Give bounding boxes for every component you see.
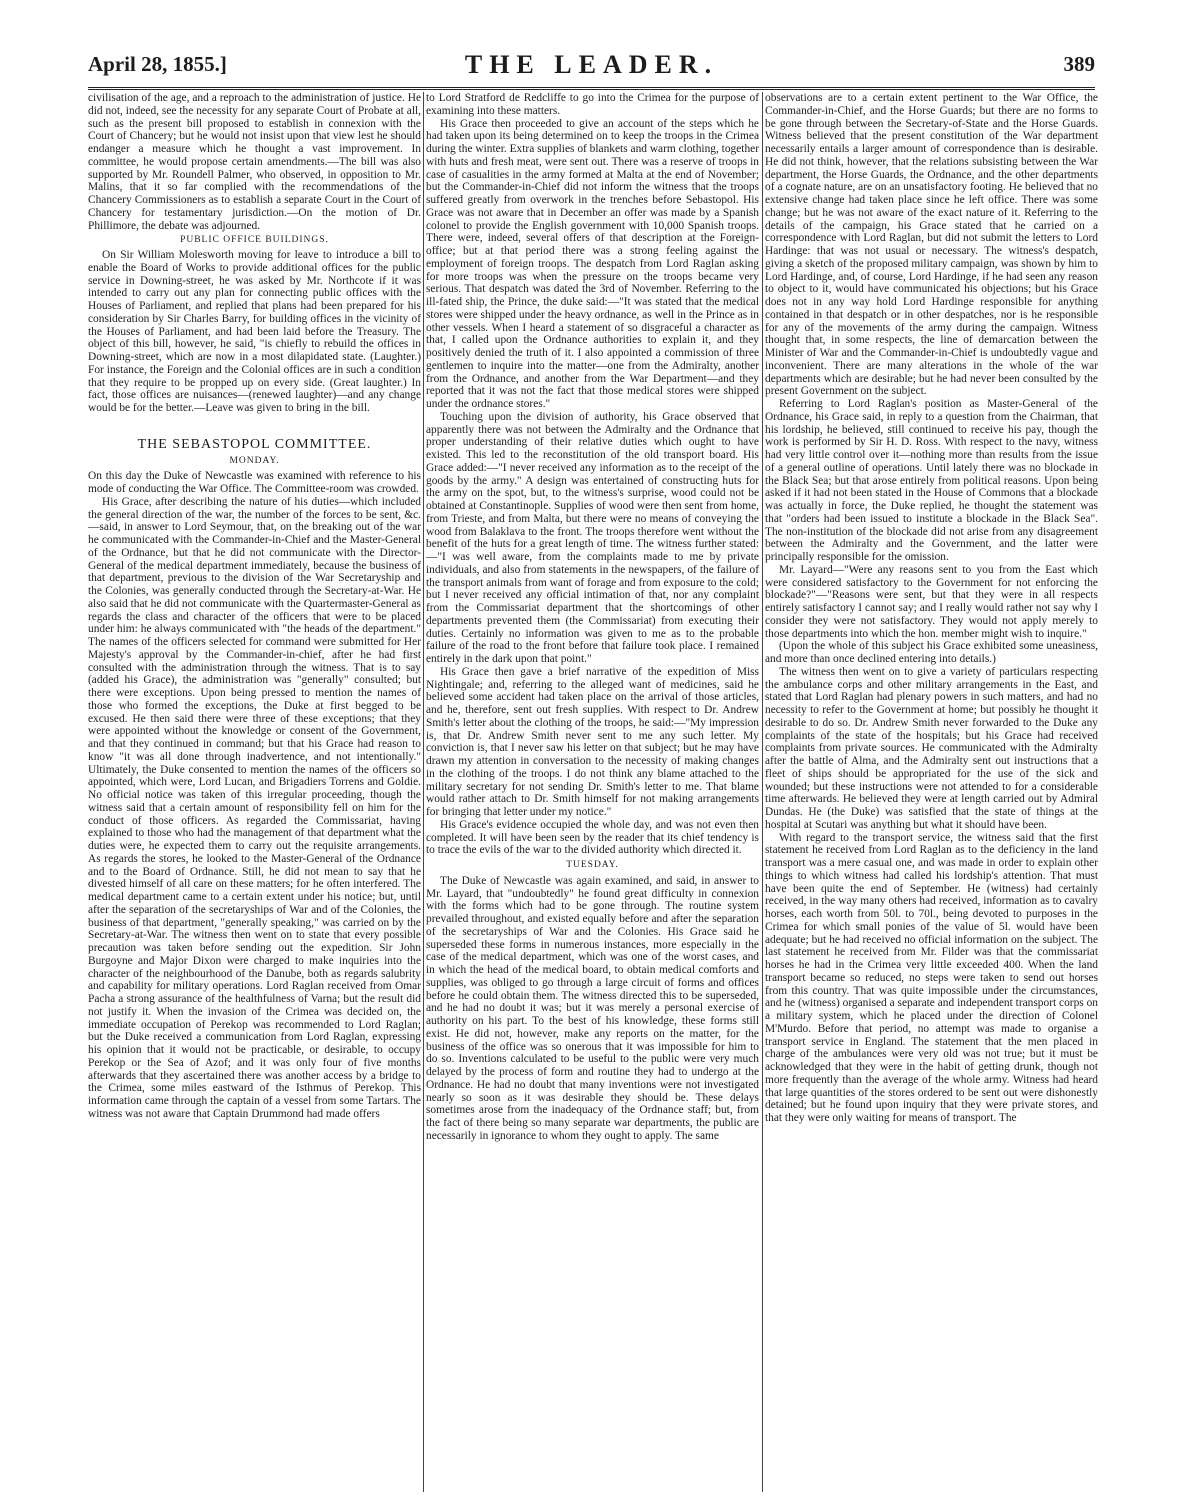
article-columns	[88, 92, 1098, 1492]
paragraph: observations are to a certain extent pertinent to the War Office, the Commander-in-Chief, and the Horse Guards; but there are no forms to be gone through between the Secretary-of-State and the Horse Guards. Witness believed that the present constitution of the War department necessarily entails a larger amount of correspondence than is desirable. He did not think, however, that the relations subsisting between the War department, the Horse Guards, the Ordnance, and the other departments of a cognate nature, are on an unsatisfactory footing. He believed that no extensive change had taken place since he left office. There was some change; but he was not aware of the exact nature of it. Referring to the details of the campaign, his Grace stated that he carried on a correspondence with Lord Raglan, but did not submit the letters to Lord Hardinge: that was not usual or necessary. The witness's despatch, giving a sketch of the proposed military campaign, was shown by him to Lord Hardinge, and, of course, Lord Hardinge, if he had seen any reason to object to it, would have communicated his objections; but his Grace does not in any way hold Lord Hardinge responsible for anything contained in that despatch or in other despatches, nor is he responsible for any of the movements of the army during the campaign. Witness thought that, in some respects, the line of demarcation between the Minister of War and the Commander-in-Chief is undoubtedly vague and inconvenient. There are many alterations in the whole of the war departments which are desirable; but he had never been consulted by the present Government on the subject.	[765, 92, 1098, 398]
masthead	[88, 50, 1095, 84]
page-number: 389	[1063, 52, 1095, 76]
paragraph: Mr. Layard—"Were any reasons sent to you from the East which were considered satisfactory to the Government for not enforcing the blockade?"—"Reasons were sent, but that they were in all respects entirely satisfactory I cannot say; and I really would rather not say why I consider they were not satisfactory. They would not apply merely to those departments into which the hon. member might wish to inquire."	[765, 563, 1098, 640]
column-3	[765, 92, 1098, 1492]
paragraph: His Grace then proceeded to give an account of the steps which he had taken upon its being determined on to keep the troops in the Crimea during the winter. Extra supplies of blankets and warm clothing, together with huts and fresh meat, were sent out. There was a reserve of troops in case of casualities in the army formed at Malta at the end of November; but the Commander-in-Chief did not inform the witness that the troops suffered greatly from overwork in the trenches before Sebastopol. His Grace was not aware that in December an offer was made by a Spanish colonel to provide the English government with 10,000 Spanish troops. There were, indeed, several offers of that description at the Foreign-office; but at that period there was a strong feeling against the employment of foreign troops. The despatch from Lord Raglan asking for more troops was when the pressure on the troops became very serious. That despatch was dated the 3rd of November. Referring to the ill-fated ship, the Prince, the duke said:—"It was stated that the medical stores were shipped under the heavy ordnance, as well in the Prince as in other vessels. When I heard a statement of so disgraceful a character as that, I called upon the Ordnance authorities to explain it, and they positively denied the truth of it. I also appointed a commission of three gentlemen to inquire into the matter—one from the Admiralty, another from the Ordnance, and another from the War Department—and they reported that it was not the fact that those medical stores were shipped under the ordnance stores."	[426, 117, 759, 410]
paragraph: Touching upon the division of authority, his Grace observed that apparently there was not between the Admiralty and the Ordnance that proper understanding of their relative duties which ought to have existed. This led to the reconstitution of the old transport board. His Grace added:—"I never received any information as to the receipt of the goods by the army." A design was entertained of constructing huts for the army on the spot, but, to the witness's surprise, wood could not be obtained at Constantinople. Supplies of wood were then sent from home, from Trieste, and from Malta, but there were no means of conveying the wood from Balaklava to the front. The troops therefore went without the benefit of the huts for a great length of time. The witness further stated:—"I was well aware, from the complaints made to me by private individuals, and also from statements in the newspapers, of the failure of the transport animals from want of forage and from exposure to the cold; but I never received any official intimation of that, nor any complaint from the Commissariat department that the shortcomings of other departments prevented them (the Commissariat) from executing their duties. Certainly no information was given to me as to the probable failure of the road to the front before that failure took place. I remained entirely in the dark upon that point."	[426, 410, 759, 665]
paragraph: On this day the Duke of Newcastle was examined with reference to his mode of conducting the War Office. The Committee-room was crowded.	[88, 470, 421, 495]
paragraph: (Upon the whole of this subject his Grace exhibited some uneasiness, and more than once declined entering into details.)	[765, 640, 1098, 665]
column-2	[426, 92, 759, 1492]
day-heading-monday: MONDAY.	[229, 455, 280, 466]
paragraph: With regard to the transport service, the witness said that the first statement he received from Lord Raglan as to the deficiency in the land transport was a mere casual one, and was made in order to explain other things to which witness had called his lordship's attention. That must have been quite the end of September. He (witness) had certainly received, in the way many others had received, information as to cavalry horses, each worth from 50l. to 70l., being devoted to purposes in the Crimea for which small ponies of the value of 5l. would have been adequate; but he had received no official information on the subject. The last statement he received from Mr. Filder was that the commissariat horses he had in the Crimea very little exceeded 400. When the land transport became so reduced, no steps were taken to send out horses from this country. That was quite impossible under the circumstances, and he (witness) organised a separate and independent transport corps on a military system, which he placed under the direction of Colonel M'Murdo. Before that period, no attempt was made to organise a transport service in England. The statement that the men placed in charge of the ambulances were very old was not true; but it must be acknowledged that they were in the habit of getting drunk, though not more frequently than the average of the whole army. Witness had heard that large quantities of the stores ordered to be sent out were dishonestly detained; but he found upon inquiry that they were private stores, and that they were only waiting for means of transport. The	[765, 831, 1098, 1124]
subheading-public-office-buildings: PUBLIC OFFICE BUILDINGS.	[180, 235, 329, 246]
column-divider	[423, 92, 424, 1492]
paragraph: On Sir William Molesworth moving for leave to introduce a bill to enable the Board of Works to provide additional offices for the public service in Downing-street, he was asked by Mr. Northcote if it was intended to carry out any plan for connecting public offices with the Houses of Parliament, and replied that plans had been prepared for his consideration by Sir Charles Barry, for building offices in the vicinity of the Houses of Parliament, and had been laid before the Treasury. The object of this bill, however, he said, "is chiefly to rebuild the offices in Downing-street, which are now in a most dilapidated state. (Laughter.) For instance, the Foreign and the Colonial offices are in such a condition that they require to be propped up on every side. (Great laughter.) In fact, those offices are nuisances—(renewed laughter)—and any change would be for the better.—Leave was given to bring in the bill.	[88, 249, 421, 414]
header-rule	[88, 87, 1095, 90]
paragraph: His Grace then gave a brief narrative of the expedition of Miss Nightingale; and, referring to the alleged want of medicines, said he believed some accident had taken place on the arrival of those articles, and he, therefore, sent out fresh supplies. With respect to Dr. Andrew Smith's letter about the clothing of the troops, he said:—"My impression is, that Dr. Andrew Smith never sent to me any such letter. My conviction is, that I never saw his letter on that subject; but he may have drawn my attention in conversation to the necessity of making changes in the clothing of the troops. I do not think any blame attached to the military secretary for not sending Dr. Smith's letter to me. That blame would rather attach to Dr. Smith himself for not making arrangements for bringing that letter under my notice."	[426, 665, 759, 818]
paragraph: The Duke of Newcastle was again examined, and said, in answer to Mr. Layard, that "undoubtedly" he found great difficulty in connexion with the forms which had to be gone through. The routine system prevailed throughout, and existed equally before and after the separation of the secretaryships of War and the Colonies. His Grace said he superseded these forms in numerous instances, more especially in the case of the medical department, which was one of the worst cases, and in which the head of the medical board, to obtain medical comforts and supplies, was obliged to go through a large circuit of forms and offices before he could obtain them. The witness directed this to be superseded, and he had no doubt it was; but it was merely a personal exercise of authority on his part. To the best of his knowledge, these forms still exist. He did not, however, make any reports on the matter, for the business of the office was so onerous that it was impossible for him to do so. Inventions calculated to be useful to the public were very much delayed by the process of form and routine they had to undergo at the Ordnance. He had no doubt that many inventions were not investigated nearly so soon as it was desirable they should be. These delays sometimes arose from the inadequacy of the Ordnance staff; but, from the fact of there being so many separate war departments, the public are necessarily in ignorance to whom they ought to apply. The same	[426, 874, 759, 1142]
column-divider	[762, 92, 763, 1492]
newspaper-title: THE LEADER.	[464, 50, 719, 79]
paragraph: civilisation of the age, and a reproach to the administration of justice. He did not, indeed, see the necessity for any separate Court of Probate at all, such as the present bill proposed to establish in connexion with the Court of Chancery; but he would not insist upon that view lest he should endanger a measure which he thought a vast improvement. In committee, he would propose certain amendments.—The bill was also supported by Mr. Roundell Palmer, who observed, in opposition to Mr. Malins, that it so far complied with the recommendations of the Chancery Commissioners as to establish a separate Court in the Court of Chancery for testamentary jurisdiction.—On the motion of Dr. Phillimore, the debate was adjourned.	[88, 92, 421, 232]
paragraph: His Grace, after describing the nature of his duties—which included the general direction of the war, the number of the forces to be sent, &c.—said, in answer to Lord Seymour, that, on the breaking out of the war he communicated with the Commander-in-Chief and the Master-General of the Ordnance, but that he did not communicate with the Director-General of the medical department immediately, because the business of that department, previous to the division of the War Secretaryship and the Colonies, was generally conducted through the Secretary-at-War. He also said that he did not communicate with the Quartermaster-General as regards the class and character of the officers that were to be placed under him: he always communicated with "the heads of the department." The names of the officers selected for command were submitted for Her Majesty's approval by the Commander-in-chief, after he had first consulted with the administration through the witness. That is to say (added his Grace), the administration was "generally" consulted; but there were exceptions. Upon being pressed to mention the names of those who formed the exceptions, the Duke at first begged to be excused. He then said there were three of these exceptions; that they were appointed without the knowledge or consent of the Government, and that they continued in command; but that his Grace had reason to know "it was all done through inadvertence, and not intentionally." Ultimately, the Duke consented to mention the names of the officers so appointed, which were, Lord Lucan, and Brigadiers Torrens and Goldie. No official notice was taken of this irregular proceeding, though the witness said that a certain amount of responsibility fell on him for the conduct of those officers. As regarded the Commissariat, having explained to those who had the management of that department what the duties were, he expected them to carry out the requisite arrangements. As regards the stores, he looked to the Master-General of the Ordnance and to the Board of Ordnance. Still, he did not mean to say that he divested himself of all care on these matters; for he often interfered. The medical department came to a certain extent under his notice; but, until after the separation of the secretaryships of War and of the Colonies, the business of that department, "generally speaking," was carried on by the Secretary-at-War. The witness then went on to state that every possible precaution was taken before sending out the expedition. Sir John Burgoyne and Major Dixon were charged to make inquiries into the character of the neighbourhood of the Danube, both as regards salubrity and capability for military operations. Lord Raglan received from Omar Pacha a strong assurance of the healthfulness of Varna; but the result did not justify it. When the invasion of the Crimea was decided on, the immediate occupation of Perekop was recommended to Lord Raglan; but the Duke received a communication from Lord Raglan, expressing his opinion that it would not be practicable, or desirable, to occupy Perekop or the Sea of Azof; and it was only four of five months afterwards that they ascertained there was another access by a bridge to the Crimea, some miles eastward of the Isthmus of Perekop. This information came through the captain of a vessel from some Tartars. The witness was not aware that Captain Drummond had made offers	[88, 495, 421, 1120]
section-title: THE SEBASTOPOL COMMITTEE.	[137, 436, 372, 452]
paragraph: Referring to Lord Raglan's position as Master-General of the Ordnance, his Grace said, in reply to a question from the Chairman, that his lordship, he believed, still continued to receive his pay, though the work is performed by Sir H. D. Ross. With respect to the navy, witness had very little control over it—nothing more than results from the issue of a general outline of operations. Until lately there was no blockade in the Black Sea; but that arose entirely from political reasons. Upon being asked if it had not been stated in the House of Commons that a blockade was actually in force, the Duke replied, he thought the statement was that "orders had been issued to institute a blockade in the Black Sea". The non-institution of the blockade did not arise from any disagreement between the Admiralty and the Government, and the latter were principally responsible for the omission.	[765, 398, 1098, 563]
paragraph: His Grace's evidence occupied the whole day, and was not even then completed. It will have been seen by the reader that its chief tendency is to trace the evils of the war to the divided authority which directed it.	[426, 818, 759, 857]
paragraph: to Lord Stratford de Redcliffe to go into the Crimea for the purpose of examining into these matters.	[426, 92, 759, 117]
paragraph: The witness then went on to give a variety of particulars respecting the ambulance corps and other military arrangements in the East, and stated that Lord Raglan had plenary powers in such matters, and had no necessity to refer to the Government at home; but possibly he thought it desirable to do so. Dr. Andrew Smith never forwarded to the Duke any complaints of the state of the hospitals; but his Grace had received complaints from private sources. He communicated with the Admiralty after the battle of Alma, and the Admiralty sent out instructions that a fleet of ships should be appropriated for the use of the sick and wounded; but these instructions were not attended to for a considerable time afterwards. He believed they were at length carried out by Admiral Dundas. He (the Duke) was satisfied that the state of things at the hospital at Scutari was anything but what it should have been.	[765, 665, 1098, 831]
day-heading-tuesday: TUESDAY.	[566, 860, 619, 870]
issue-date: April 28, 1855.]	[88, 52, 227, 76]
column-1	[88, 92, 421, 1492]
